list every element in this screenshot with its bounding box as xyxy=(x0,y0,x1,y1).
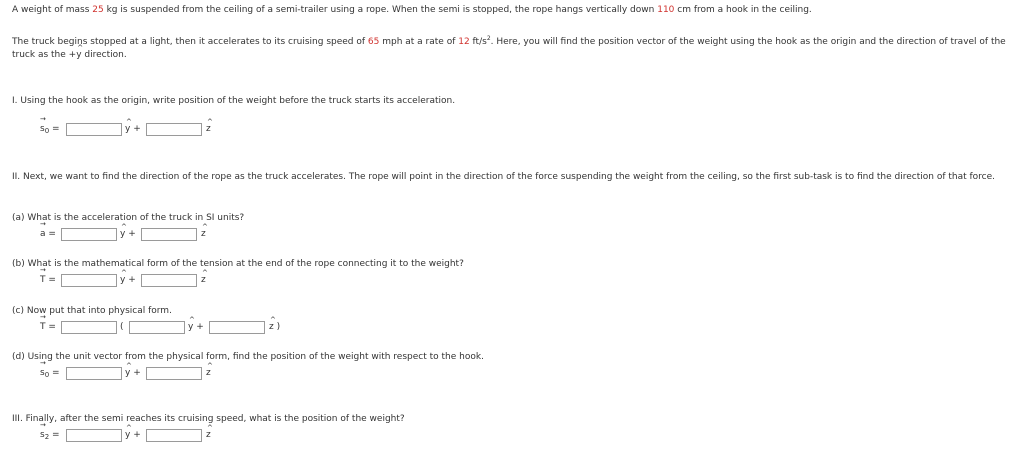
part1-y-label xyxy=(125,123,141,136)
z-unit-vector: ^ z xyxy=(206,367,211,380)
equals-sign: = xyxy=(52,124,60,134)
y-unit-vector: ^ y xyxy=(188,321,193,334)
part1-z-label xyxy=(206,123,211,136)
close-paren: ) xyxy=(276,322,281,332)
part2c-y-label xyxy=(188,321,204,334)
equals-sign: = xyxy=(48,229,56,239)
z-unit-vector: ^ z xyxy=(201,274,206,287)
s-vector-symbol: → s xyxy=(40,429,45,442)
plus-sign: + xyxy=(128,275,136,285)
t-vector-symbol: → T xyxy=(40,274,46,287)
y-unit-vector: ^ y xyxy=(120,228,125,241)
rate-value: 12 xyxy=(458,37,470,47)
part2d-y-input[interactable] xyxy=(66,367,122,380)
part2a-question: (a) What is the acceleration of the truck in SI units? xyxy=(12,213,245,223)
part2a-z-label xyxy=(201,228,206,241)
text: direction. xyxy=(81,50,127,60)
subscript: 2 xyxy=(44,433,50,441)
part3-question: III. Finally, after the semi reaches its cruising speed, what is the position of the weight? xyxy=(12,414,405,424)
part3-z-input[interactable] xyxy=(146,429,202,442)
equals-sign: = xyxy=(48,275,56,285)
z-unit-vector: ^ z xyxy=(269,321,274,334)
part1-y-input[interactable] xyxy=(66,123,122,136)
part2c-z-input[interactable] xyxy=(209,321,265,334)
length-value: 110 xyxy=(657,5,675,15)
subscript: 0 xyxy=(44,127,50,135)
part3-z-label xyxy=(206,429,211,442)
subscript: 0 xyxy=(44,371,50,379)
y-unit-vector: ^ y xyxy=(120,274,125,287)
equals-sign: = xyxy=(48,322,56,332)
equals-sign: = xyxy=(52,430,60,440)
part2b-question: (b) What is the mathematical form of the tension at the end of the rope connecting it to the weight? xyxy=(12,259,464,269)
s-vector-symbol: → s xyxy=(40,123,45,136)
part2b-z-input[interactable] xyxy=(141,274,197,287)
y-unit-vector: ^ y xyxy=(76,49,81,62)
text: mph at a rate of xyxy=(379,37,459,47)
part2b-y-input[interactable] xyxy=(61,274,117,287)
a-vector-symbol: → a xyxy=(40,228,46,241)
text: A weight of mass xyxy=(12,5,93,15)
plus-sign: + xyxy=(133,430,141,440)
part1-var-label xyxy=(40,123,60,136)
part1-z-input[interactable] xyxy=(146,123,202,136)
part2b-y-label xyxy=(120,274,136,287)
part2d-z-input[interactable] xyxy=(146,367,202,380)
part2a-z-input[interactable] xyxy=(141,228,197,241)
part2a-y-label xyxy=(120,228,136,241)
text: The truck begins stopped at a light, then it accelerates to its cruising speed of xyxy=(12,37,368,47)
part2a-y-input[interactable] xyxy=(61,228,117,241)
part3-y-label xyxy=(125,429,141,442)
part2-question: II. Next, we want to find the direction of the rope as the truck accelerates. The rope will point in the direction of the force suspending the weight from the ceiling, so the first sub-task is to find the direction of that force. xyxy=(12,172,996,182)
y-unit-vector: ^ y xyxy=(125,429,130,442)
text: . Here, you will find the position vector of the weight using the hook as the origin and the direction of travel of the truck as the + xyxy=(12,37,1006,60)
t-vector-symbol: → T xyxy=(40,321,46,334)
text: cm from a hook in the ceiling. xyxy=(674,5,812,15)
part2d-y-label xyxy=(125,367,141,380)
y-unit-vector: ^ y xyxy=(125,367,130,380)
part2d-question: (d) Using the unit vector from the physical form, find the position of the weight with respect to the hook. xyxy=(12,352,484,362)
part3-var-label xyxy=(40,429,60,442)
part2c-question: (c) Now put that into physical form. xyxy=(12,306,172,316)
plus-sign: + xyxy=(128,229,136,239)
z-unit-vector: ^ z xyxy=(201,228,206,241)
part2c-z-label xyxy=(269,321,280,334)
part1-question: I. Using the hook as the origin, write position of the weight before the truck starts its acceleration. xyxy=(12,96,456,106)
speed-value: 65 xyxy=(367,37,380,47)
part2b-var-label xyxy=(40,274,56,287)
plus-sign: + xyxy=(196,322,204,332)
z-unit-vector: ^ z xyxy=(206,429,211,442)
mass-value: 25 xyxy=(92,5,104,15)
y-unit-vector: ^ y xyxy=(125,123,130,136)
part2c-var-label xyxy=(40,321,56,334)
open-paren: ( xyxy=(120,322,124,332)
text: ft/s xyxy=(469,37,487,47)
text: kg is suspended from the ceiling of a semi-trailer using a rope. When the semi is stopped, the rope hangs vertically down xyxy=(103,5,658,15)
problem-statement-1 xyxy=(12,4,1012,17)
problem-statement-2 xyxy=(12,36,1012,62)
z-unit-vector: ^ z xyxy=(206,123,211,136)
part2c-y-input[interactable] xyxy=(129,321,185,334)
part2c-magnitude-input[interactable] xyxy=(61,321,117,334)
equals-sign: = xyxy=(52,368,60,378)
part2d-z-label xyxy=(206,367,211,380)
s-vector-symbol: → s xyxy=(40,367,45,380)
plus-sign: + xyxy=(133,124,141,134)
part2b-z-label xyxy=(201,274,206,287)
part3-y-input[interactable] xyxy=(66,429,122,442)
part2a-var-label xyxy=(40,228,56,241)
exponent: 2 xyxy=(486,35,491,42)
plus-sign: + xyxy=(133,368,141,378)
part2d-var-label xyxy=(40,367,60,380)
